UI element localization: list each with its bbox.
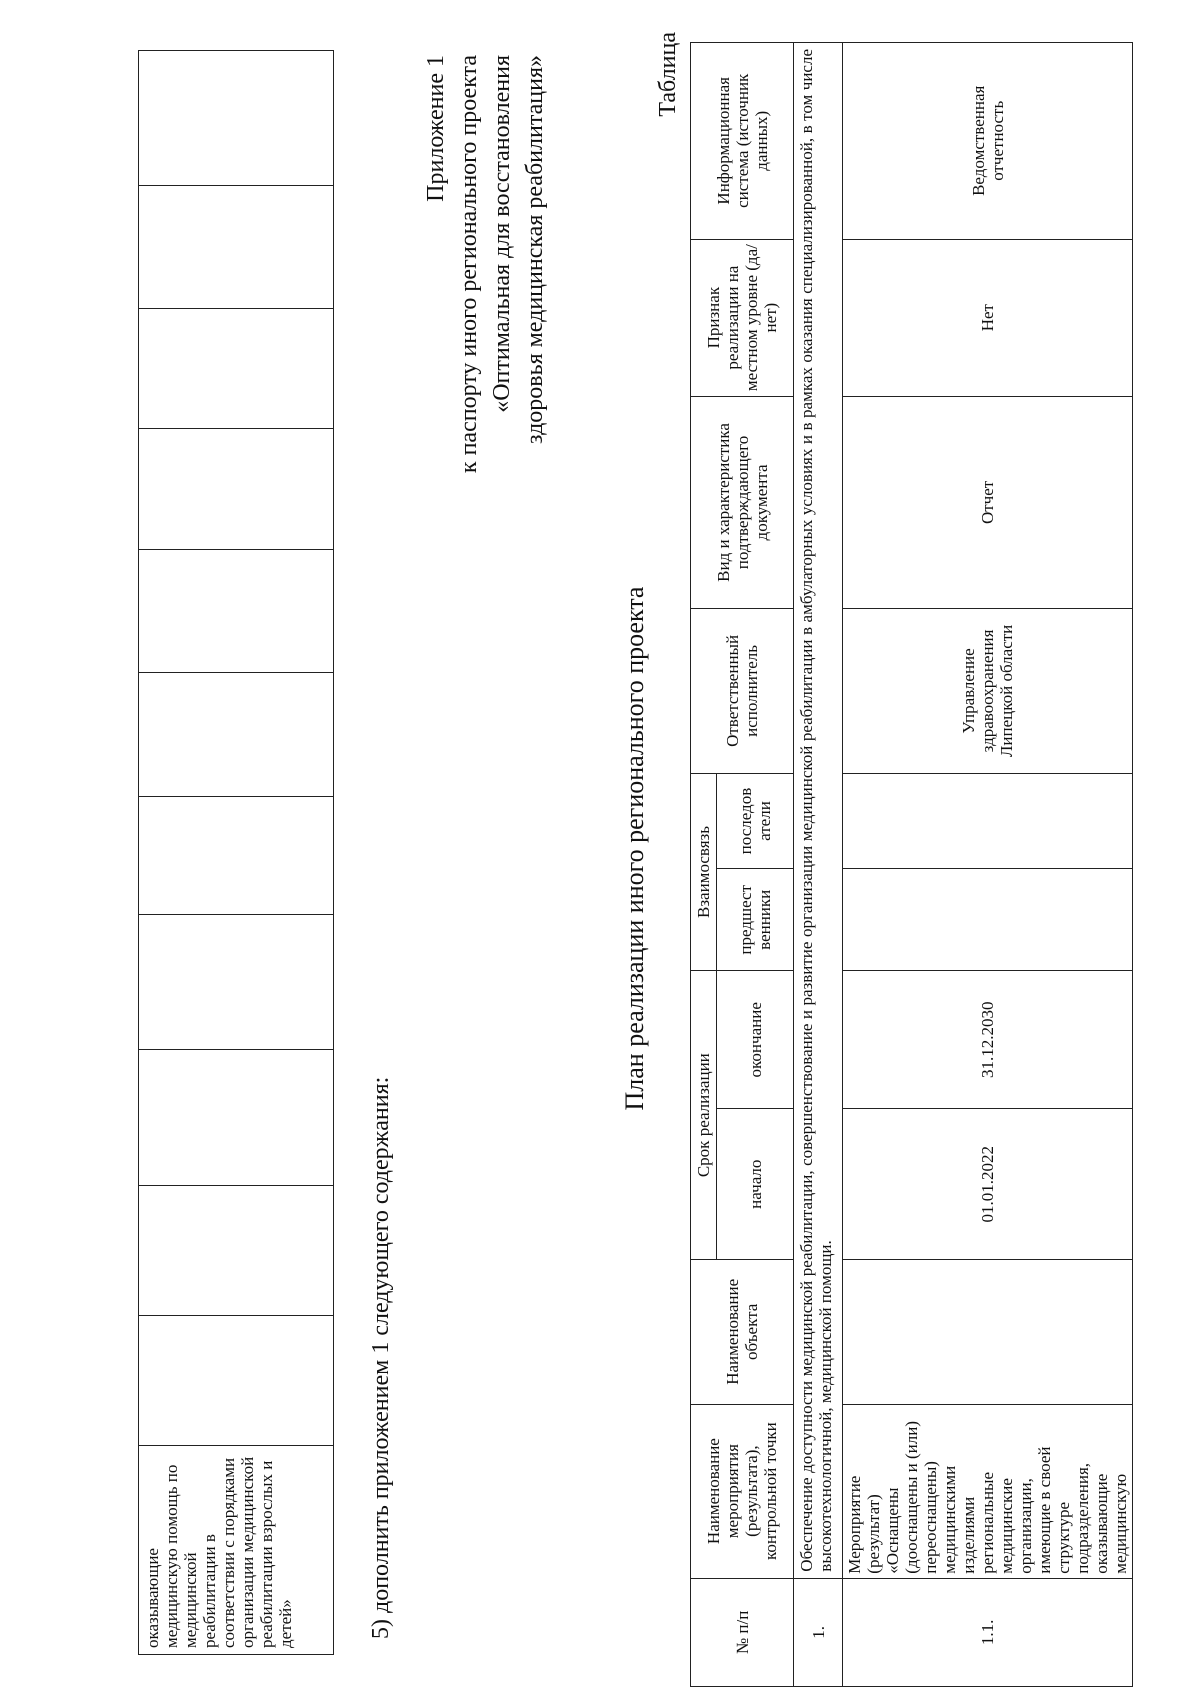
section-text: Обеспечение доступности медицинской реабилитации, совершенствование и развитие организации медицинской реабилитации в амбулаторных условиях и в рамках оказания специализированной, в том числе высокотехнологичной, медицинской помощи. [794, 43, 843, 1579]
row-start: 01.01.2022 [843, 1109, 1133, 1260]
row-successors [843, 773, 1133, 869]
row-doc: Отчет [843, 396, 1133, 608]
row-executor: Управление здравоохранения Липецкой области [843, 609, 1133, 774]
annex-line: к паспорту иного регионального проекта [456, 55, 482, 474]
table-cell [139, 1049, 334, 1186]
header-relation: Взаимосвязь [691, 773, 717, 971]
plan-table [690, 42, 1133, 1687]
table-cell [139, 796, 334, 915]
header-end: окончание [717, 971, 794, 1109]
intro-text: 5) дополнить приложением 1 следующего содержания: [368, 1076, 394, 1639]
row-predecessors [843, 869, 1133, 971]
row-name: Мероприятие (результат) «Оснащены (дооснащены и (или) переоснащены) медицинскими изделиями региональные медицинские организации, имеющие в своей структуре подразделения, оказывающие медицинскую [843, 1404, 1133, 1578]
header-local: Признак реализации на местном уровне (да/нет) [691, 239, 794, 396]
header-doc: Вид и характеристика подтверждающего документа [691, 396, 794, 608]
row-end: 31.12.2030 [843, 971, 1133, 1109]
annex-heading [420, 55, 552, 473]
row-object [843, 1260, 1133, 1404]
plan-title: План реализации иного регионального проекта [620, 586, 649, 1111]
table-cell: оказывающие медицинскую помощь по медицинской реабилитации в соответствии с порядками организации медицинской реабилитации взрослых и детей» [139, 1446, 334, 1655]
table-label: Таблица [655, 32, 681, 117]
section-row [794, 43, 843, 1687]
header-successors: последов атели [717, 773, 794, 869]
table-cell [139, 673, 334, 796]
annex-line: здоровья медицинская реабилитация» [522, 55, 548, 444]
previous-table-continuation [138, 50, 334, 1655]
table-header-row [691, 43, 717, 1687]
header-name: Наименование мероприятия (результата), контрольной точки [691, 1404, 794, 1578]
table-cell [139, 915, 334, 1049]
annex-line: Приложение 1 [423, 55, 449, 202]
table-cell [139, 185, 334, 308]
section-num: 1. [794, 1578, 843, 1686]
row-local: Нет [843, 239, 1133, 396]
table-cell [139, 1186, 334, 1316]
header-executor: Ответственный исполнитель [691, 609, 794, 774]
row-infosys: Ведомственная отчетность [843, 43, 1133, 240]
table-cell [139, 550, 334, 673]
table-cell [139, 1316, 334, 1446]
annex-line: «Оптимальная для восстановления [489, 55, 515, 413]
table-row [843, 43, 1133, 1687]
header-infosys: Информационная система (источник данных) [691, 43, 794, 240]
table-cell [139, 51, 334, 186]
table-cell [139, 429, 334, 550]
header-start: начало [717, 1109, 794, 1260]
table-row [139, 51, 334, 1655]
row-num: 1.1. [843, 1578, 1133, 1686]
header-period: Срок реализации [691, 971, 717, 1260]
header-predecessors: предшест венники [717, 869, 794, 971]
header-object: Наименование объекта [691, 1260, 794, 1404]
table-cell [139, 308, 334, 429]
header-num: № п/п [691, 1578, 794, 1686]
